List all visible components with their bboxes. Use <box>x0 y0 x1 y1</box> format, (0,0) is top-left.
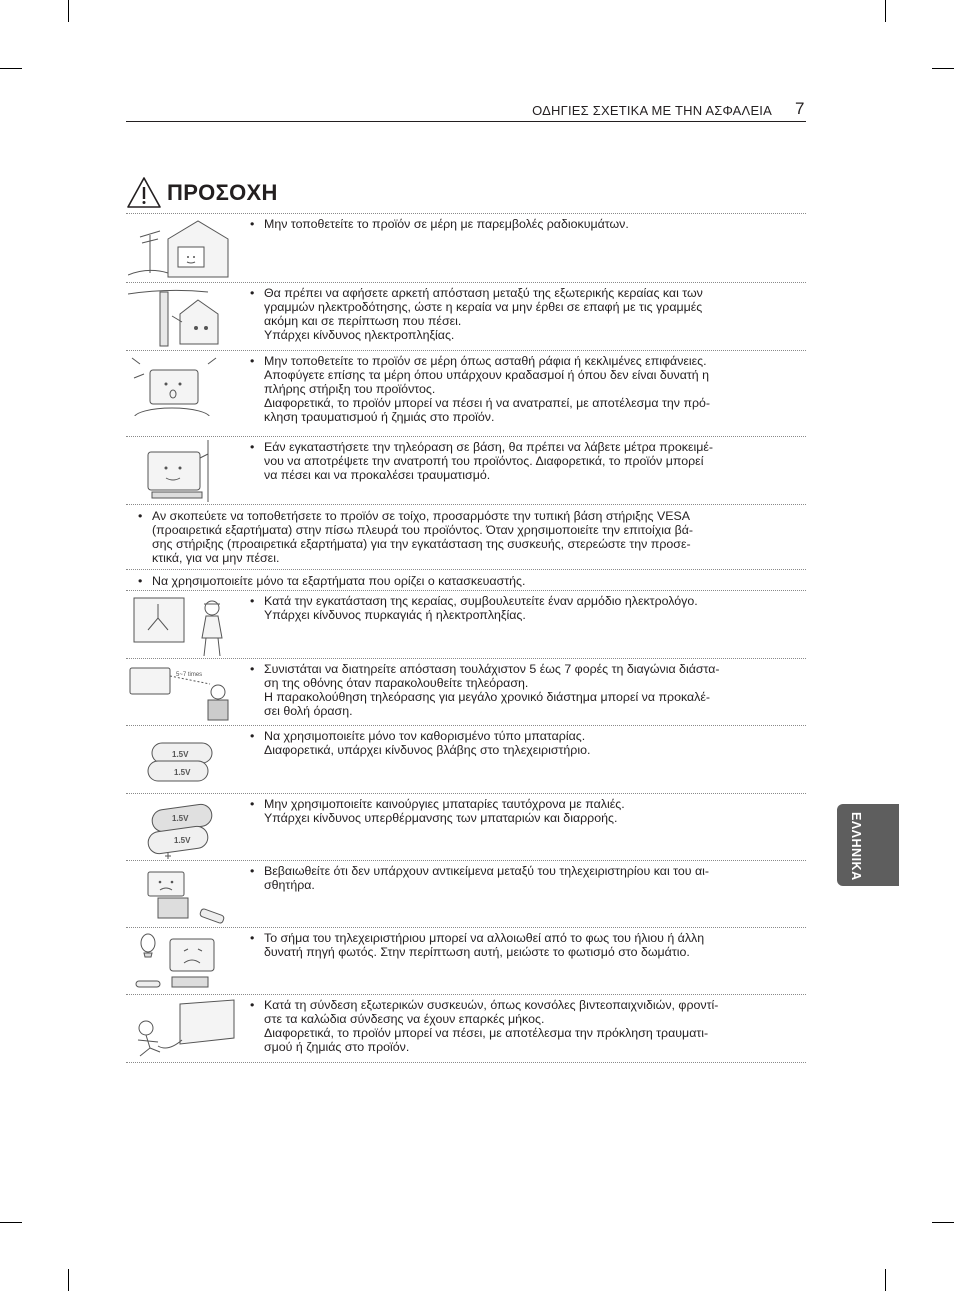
crop-mark <box>68 0 69 22</box>
battery-label: 1.5V <box>174 836 191 845</box>
text-line: Διαφορετικά, το προϊόν μπορεί να πέσει, με αποτέλεσμα την πρόκληση τραυματι- <box>264 1026 709 1040</box>
text-line: κτικά, για να μην πέσει. <box>152 551 280 565</box>
text-line: πλήρης στήριξη του προϊόντος. <box>264 382 436 396</box>
section-title: ΠΡΟΣΟΧΗ <box>167 180 278 205</box>
old-new-batteries-illustration <box>128 797 238 859</box>
text-line: • Συνιστάται να διατηρείτε απόσταση τουλάχιστον 5 έως 7 φορές τη διαγώνια διάστα- <box>264 662 720 676</box>
precaution-row <box>126 927 806 994</box>
text-line: στε τα καλώδια σύνδεσης να έχουν επαρκές μήκος. <box>264 1012 545 1026</box>
bullet-item <box>250 217 790 231</box>
text-line: Αποφύγετε επίσης τα μέρη όπου υπάρχουν κραδασμοί ή όπου δεν είναι δυνατή η <box>264 368 710 382</box>
battery-label: 1.5V <box>172 814 189 823</box>
bullet-item <box>250 594 790 622</box>
text-line: • Θα πρέπει να αφήσετε αρκετή απόσταση μεταξύ της εξωτερικής κεραίας και των <box>264 286 703 300</box>
text-line: • Μην τοποθετείτε το προϊόν σε μέρη όπως ασταθή ράφια ή κεκλιμένες επιφάνειες. <box>264 354 707 368</box>
text-line: σει θολή όραση. <box>264 704 353 718</box>
bullet-item <box>250 931 790 959</box>
crop-mark <box>0 1222 22 1223</box>
section-heading <box>126 175 278 211</box>
text-line: Διαφορετικά, υπάρχει κίνδυνος βλάβης στο τηλεχειριστήριο. <box>264 743 591 757</box>
tv-unstable-surface-illustration <box>128 354 238 416</box>
precaution-text <box>250 931 790 959</box>
precaution-row <box>126 793 806 860</box>
precaution-row <box>126 213 806 282</box>
bullet-item <box>250 729 790 757</box>
bullet-item <box>250 797 790 825</box>
batteries-illustration <box>128 729 238 791</box>
text-line: Υπάρχει κίνδυνος υπερθέρμανσης των μπαταριών και διαρροής. <box>264 811 618 825</box>
precaution-text <box>250 864 790 892</box>
text-line: Υπάρχει κίνδυνος πυρκαγιάς ή ηλεκτροπληξίας. <box>264 608 526 622</box>
house-antenna-tv-illustration <box>128 217 238 279</box>
crop-mark <box>0 68 22 69</box>
text-line: σθητήρα. <box>264 878 315 892</box>
precaution-row <box>126 860 806 927</box>
precaution-text <box>250 662 790 718</box>
text-line: νου να αποτρέψετε την ανατροπή του προϊόντος. Διαφορετικά, το προϊόν μπορεί <box>264 454 704 468</box>
running-header: ΟΔΗΓΙΕΣ ΣΧΕΤΙΚΑ ΜΕ ΤΗΝ ΑΣΦΑΛΕΙΑ <box>532 103 772 118</box>
precaution-text <box>250 286 790 342</box>
crop-mark <box>68 1269 69 1291</box>
text-line: Διαφορετικά, το προϊόν μπορεί να πέσει ή να ανατραπεί, με αποτέλεσμα την πρό- <box>264 396 711 410</box>
text-line: σμού ή ζημιάς στο προϊόν. <box>264 1040 410 1054</box>
crop-mark <box>932 1222 954 1223</box>
remote-obstacle-illustration <box>128 864 238 926</box>
bullet-item <box>138 509 788 565</box>
crop-mark <box>885 1269 886 1291</box>
precaution-text <box>250 440 790 482</box>
precaution-text <box>250 217 790 231</box>
text-line: σης στήριξης (προαιρετικά εξαρτήματα) για την εγκατάσταση της συσκευής, στερεώστε την προσε- <box>152 537 691 551</box>
text-line: γραμμών ηλεκτροδότησης, ώστε η κεραία να μην έρθει σε επαφή με τις γραμμές <box>264 300 703 314</box>
header-rule <box>126 121 806 122</box>
text-line: δυνατή πηγή φωτός. Στην περίπτωση αυτή, μειώστε το φωτισμό στο δωμάτιο. <box>264 945 690 959</box>
precaution-text <box>138 509 788 565</box>
distance-label: 5~7 times <box>176 672 203 678</box>
precaution-text <box>250 998 790 1054</box>
precaution-text <box>138 574 788 588</box>
bullet-item <box>250 864 790 892</box>
text-line: • Αν σκοπεύετε να τοποθετήσετε το προϊόν σε τοίχο, προσαρμόστε την τυπική βάση στήριξης VESA <box>152 509 691 523</box>
battery-label: 1.5V <box>172 750 189 759</box>
bullet-item <box>250 354 790 424</box>
text-line: ακόμη και σε περίπτωση που πέσει. <box>264 314 462 328</box>
electrician-antenna-illustration <box>128 594 238 656</box>
text-line: να πέσει και να προκαλέσει τραυματισμό. <box>264 468 491 482</box>
precaution-text <box>250 797 790 825</box>
text-line: • Βεβαιωθείτε ότι δεν υπάρχουν αντικείμενα μεταξύ του τηλεχειριστηρίου και του αι- <box>264 864 710 878</box>
precaution-row <box>126 282 806 350</box>
text-line: (προαιρετικά εξαρτήματα) στην πίσω πλευρά του προϊόντος. Όταν χρησιμοποιείτε την επιτοίχια βά- <box>152 523 694 537</box>
language-tab <box>837 804 899 886</box>
text-line: • Κατά τη σύνδεση εξωτερικών συσκευών, όπως κονσόλες βιντεοπαιχνιδιών, φροντί- <box>264 998 719 1012</box>
bullet-item <box>138 574 788 588</box>
text-line: • Μην τοποθετείτε το προϊόν σε μέρη με παρεμβολές ραδιοκυμάτων. <box>264 217 629 231</box>
text-line: κληση τραυματισμού ή ζημιάς στο προϊόν. <box>264 410 495 424</box>
precaution-text <box>250 354 790 424</box>
text-line: Υπάρχει κίνδυνος ηλεκτροπληξίας. <box>264 328 455 342</box>
precaution-row <box>126 504 806 569</box>
bullet-item <box>250 662 790 718</box>
text-line: ση της οθόνης όταν παρακολουθείτε τηλεόραση. <box>264 676 529 690</box>
bullet-item <box>250 998 790 1054</box>
precaution-row <box>126 569 806 590</box>
precaution-text <box>250 729 790 757</box>
viewing-distance-illustration <box>128 662 238 724</box>
text-line: Η παρακολούθηση τηλεόρασης για μεγάλο χρονικό διάστημα μπορεί να προκαλέ- <box>264 690 711 704</box>
precautions-list <box>126 213 806 1063</box>
tv-wall-secured-illustration <box>128 440 238 502</box>
language-tab-label: ΕΛΛΗΝΙΚΑ <box>849 812 863 881</box>
text-line: • Να χρησιμοποιείτε μόνο τα εξαρτήματα που ορίζει ο κατασκευαστής. <box>152 574 526 588</box>
text-line: • Κατά την εγκατάσταση της κεραίας, συμβουλευτείτε έναν αρμόδιο ηλεκτρολόγο. <box>264 594 698 608</box>
text-line: • Να χρησιμοποιείτε μόνο τον καθορισμένο τύπο μπαταρίας. <box>264 729 586 743</box>
battery-label: 1.5V <box>174 768 191 777</box>
text-line: • Μην χρησιμοποιείτε καινούργιες μπαταρίες ταυτόχρονα με παλιές. <box>264 797 625 811</box>
bullet-item <box>250 286 790 342</box>
bullet-item <box>250 440 790 482</box>
precaution-text <box>250 594 790 622</box>
precaution-row <box>126 590 806 658</box>
precaution-row <box>126 350 806 436</box>
precaution-row <box>126 994 806 1063</box>
antenna-power-line-illustration <box>128 286 238 348</box>
crop-mark <box>932 68 954 69</box>
text-line: • Εάν εγκαταστήσετε την τηλεόραση σε βάση, θα πρέπει να λάβετε μέτρα προκειμέ- <box>264 440 714 454</box>
crop-mark <box>885 0 886 22</box>
precaution-row <box>126 658 806 725</box>
text-line: • Το σήμα του τηλεχειριστήριου μπορεί να αλλοιωθεί από το φως του ήλιου ή άλλη <box>264 931 705 945</box>
cable-trip-illustration <box>128 998 238 1060</box>
warning-triangle-icon <box>126 176 162 210</box>
sunlight-remote-illustration <box>128 931 238 993</box>
page-number: 7 <box>795 99 805 118</box>
precaution-row <box>126 436 806 504</box>
precaution-row <box>126 725 806 793</box>
